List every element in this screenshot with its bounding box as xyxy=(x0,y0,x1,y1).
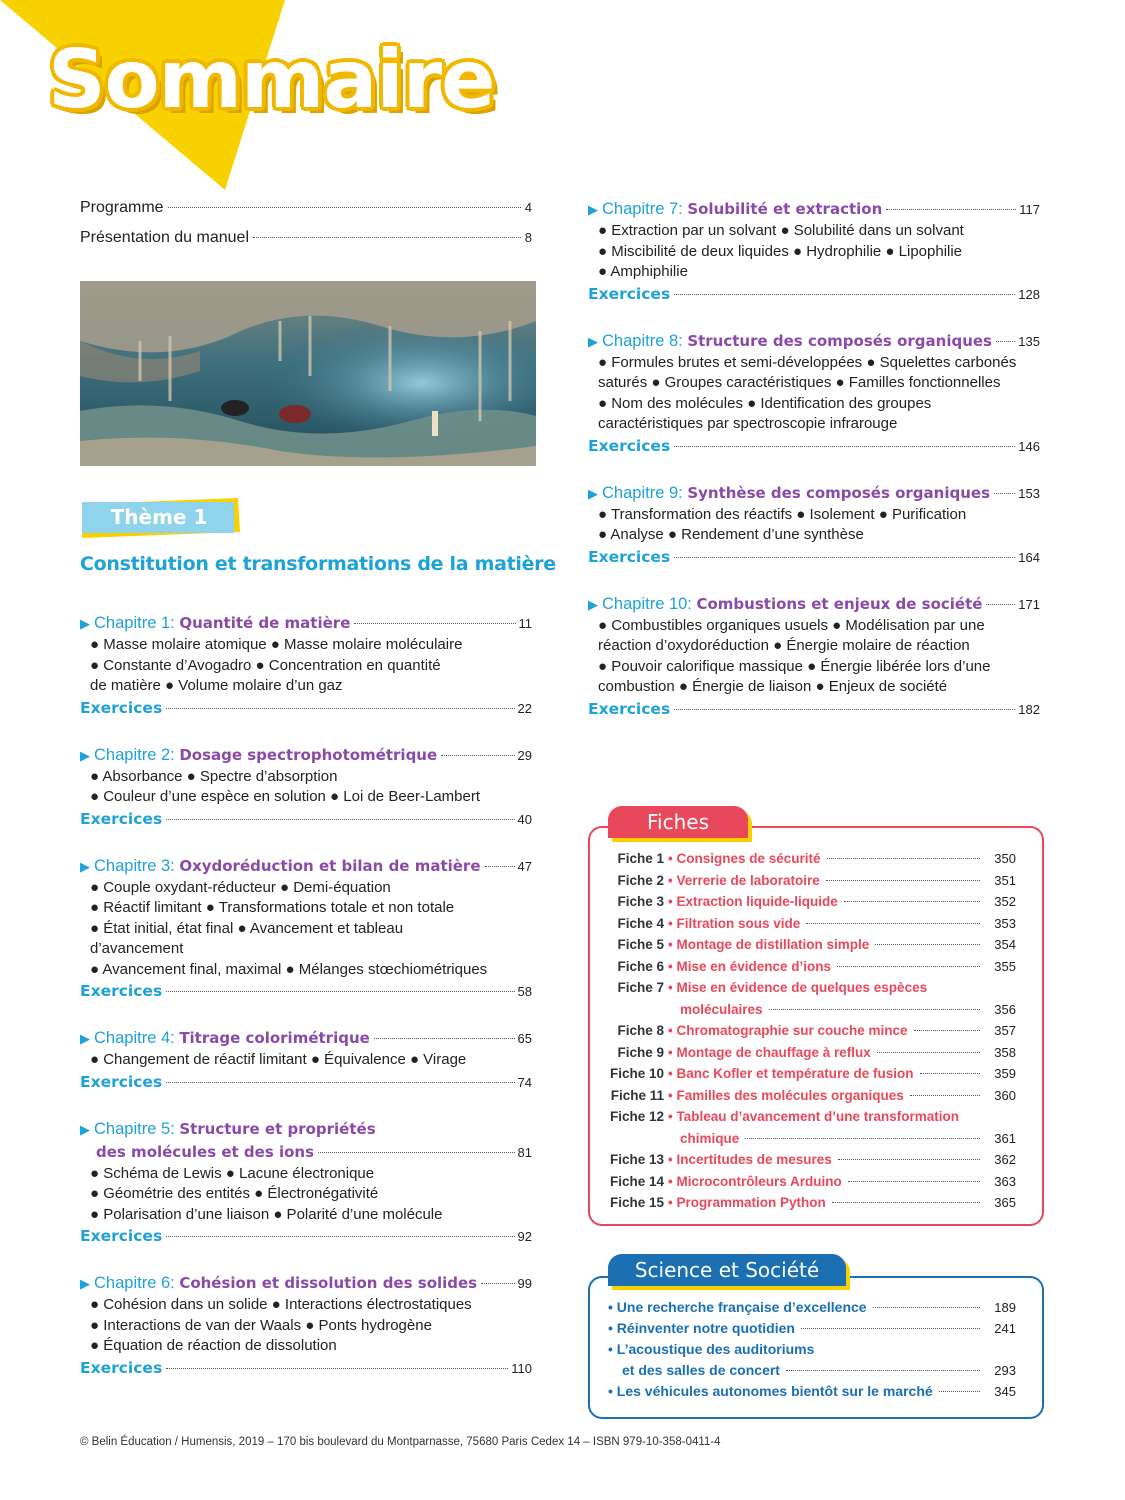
exercices-label: Exercices xyxy=(80,809,163,828)
chapter-keywords: ● Interactions de van der Waals ● Ponts hydrogène xyxy=(90,1316,432,1334)
exercices-entry[interactable] xyxy=(80,1071,532,1094)
fiche-number: Fiche 13 xyxy=(609,1152,664,1167)
science-societe-title: • Réinventer notre quotidien xyxy=(608,1320,795,1336)
exercices-entry[interactable] xyxy=(80,1225,532,1248)
chapter-page: 117 xyxy=(1019,202,1040,217)
exercices-label: Exercices xyxy=(80,698,163,717)
fiches-tab: Fiches xyxy=(608,806,748,838)
science-societe-title: • L’acoustique des auditoriums xyxy=(608,1341,815,1357)
fiche-title: • Verrerie de laboratoire xyxy=(668,872,820,888)
toc-left-column xyxy=(80,198,532,258)
chapter-title: Structure et propriétés xyxy=(179,1119,376,1138)
exercices-page: 146 xyxy=(1018,438,1040,454)
fiche-title: • Mise en évidence d’ions xyxy=(668,958,832,974)
triangle-arrow-icon: ▶ xyxy=(588,485,598,501)
exercices-page: 74 xyxy=(517,1074,532,1090)
fiche-page: 357 xyxy=(994,1023,1016,1038)
chapter-keywords: ● Changement de réactif limitant ● Équivalence ● Virage xyxy=(90,1051,467,1068)
triangle-arrow-icon: ▶ xyxy=(80,616,90,631)
exercices-entry[interactable] xyxy=(588,546,1040,569)
chapter-keywords: ● État initial, état final ● Avancement et tableau xyxy=(90,919,404,937)
chapter-heading xyxy=(588,198,1040,221)
science-societe-entry[interactable] xyxy=(608,1318,1016,1339)
chapter-title-cont: des molécules et des ions xyxy=(96,1142,315,1161)
chapter-title: Structure des composés organiques xyxy=(687,331,992,350)
page-title: Sommaire xyxy=(48,33,495,126)
chapter-keywords: réaction d’oxydoréduction ● Énergie molaire de réaction xyxy=(598,637,970,654)
exercices-page: 164 xyxy=(1018,549,1040,565)
chapter-page: 47 xyxy=(517,858,532,874)
chapter-title: Oxydoréduction et bilan de matière xyxy=(179,856,481,875)
fiche-title: • Chromatographie sur couche mince xyxy=(668,1023,908,1038)
theme-tab-label: Thème 1 xyxy=(110,505,208,529)
chapter-title: Combustions et enjeux de société xyxy=(696,594,983,613)
science-societe-title-cont: et des salles de concert xyxy=(622,1362,780,1378)
fiche-page: 355 xyxy=(994,958,1016,974)
chapter-keywords: ● Couleur d’une espèce en solution ● Loi de Beer-Lambert xyxy=(90,788,481,805)
toc-entry-presentation[interactable]: Présentation du manuel 8 xyxy=(80,229,532,246)
chapter-keywords: d’avancement xyxy=(90,940,184,957)
fiche-number: Fiche 8 xyxy=(617,1023,664,1038)
exercices-page: 182 xyxy=(1018,701,1040,717)
chapter-heading xyxy=(80,1272,532,1295)
fiche-entry[interactable] xyxy=(606,1042,1016,1064)
chapter-entry[interactable] xyxy=(80,1118,532,1249)
exercices-entry[interactable] xyxy=(80,1357,532,1380)
triangle-arrow-icon: ▶ xyxy=(80,858,90,874)
chapter-number: Chapitre 3: xyxy=(94,856,175,875)
chapter-number: Chapitre 8: xyxy=(602,331,683,350)
chapter-keywords: de matière ● Volume molaire d’un gaz xyxy=(90,677,343,694)
chapter-keywords: ● Polarisation d’une liaison ● Polarité d’une molécule xyxy=(90,1205,443,1223)
triangle-arrow-icon: ▶ xyxy=(80,1031,90,1046)
exercices-page: 22 xyxy=(517,700,532,716)
exercices-label: Exercices xyxy=(588,436,671,455)
fiches-list xyxy=(606,848,1016,1214)
chapter-entry[interactable] xyxy=(80,612,532,720)
chapter-entry[interactable] xyxy=(588,198,1040,306)
fiche-title: • Familles des molécules organiques xyxy=(668,1087,904,1103)
fiche-number: Fiche 10 xyxy=(609,1066,664,1081)
fiche-page: 363 xyxy=(994,1173,1016,1189)
chapter-keywords: ● Amphiphilie xyxy=(598,263,688,280)
fiche-title: • Incertitudes de mesures xyxy=(668,1152,832,1167)
fiche-number: Fiche 14 xyxy=(609,1173,664,1189)
fiche-title: • Microcontrôleurs Arduino xyxy=(668,1173,842,1189)
fiche-title: • Montage de chauffage à reflux xyxy=(668,1044,871,1060)
chapter-number: Chapitre 2: xyxy=(94,745,175,764)
exercices-page: 58 xyxy=(517,984,532,999)
chapter-keywords: ● Combustibles organiques usuels ● Modélisation par une xyxy=(598,616,985,634)
chapter-entry[interactable] xyxy=(588,593,1040,721)
chapter-keywords: ● Transformation des réactifs ● Isolement ● Purification xyxy=(598,505,967,523)
fiche-title: • Mise en évidence de quelques espèces xyxy=(668,980,928,995)
chapter-page: 65 xyxy=(517,1031,532,1046)
theme-subtitle: Constitution et transformations de la matière xyxy=(80,553,556,575)
science-societe-title: • Une recherche française d’excellence xyxy=(608,1299,867,1315)
chapter-entry[interactable] xyxy=(80,1027,532,1094)
exercices-page: 110 xyxy=(511,1360,532,1376)
chapter-heading xyxy=(80,1027,532,1050)
fiche-number: Fiche 3 xyxy=(617,894,664,909)
fiche-entry[interactable] xyxy=(606,1020,1016,1042)
exercices-entry[interactable] xyxy=(80,980,532,1003)
fiche-entry[interactable] xyxy=(606,934,1016,956)
fiche-title: • Programmation Python xyxy=(668,1195,826,1210)
exercices-page: 40 xyxy=(517,811,532,827)
fiche-title: • Consignes de sécurité xyxy=(668,851,821,866)
triangle-arrow-icon: ▶ xyxy=(588,333,598,349)
chapter-title: Titrage colorimétrique xyxy=(179,1029,370,1047)
triangle-arrow-icon: ▶ xyxy=(80,1121,90,1137)
fiche-page: 362 xyxy=(994,1152,1016,1167)
fiche-page: 354 xyxy=(994,937,1016,952)
chapter-page: 81 xyxy=(517,1144,532,1160)
chapter-number: Chapitre 9: xyxy=(602,483,683,502)
chapter-keywords: ● Analyse ● Rendement d’une synthèse xyxy=(598,526,864,543)
fiche-number: Fiche 7 xyxy=(617,980,664,995)
exercices-entry[interactable] xyxy=(588,435,1040,458)
exercices-page: 128 xyxy=(1018,286,1040,302)
science-societe-page: 241 xyxy=(994,1321,1016,1336)
chapter-keywords: ● Extraction par un solvant ● Solubilité dans un solvant xyxy=(598,222,964,239)
science-societe-entry[interactable] xyxy=(608,1297,1016,1318)
chapter-entry[interactable] xyxy=(80,1272,532,1380)
fiche-entry[interactable] xyxy=(606,848,1016,870)
fiche-title-cont: chimique xyxy=(680,1130,740,1146)
chapter-number: Chapitre 1: xyxy=(94,614,175,632)
chapter-number: Chapitre 5: xyxy=(94,1119,175,1138)
exercices-label: Exercices xyxy=(588,547,671,566)
fiche-page: 350 xyxy=(994,851,1016,866)
chapter-keywords: caractéristiques par spectroscopie infrarouge xyxy=(598,415,898,432)
exercices-label: Exercices xyxy=(80,1358,163,1377)
chapter-keywords: ● Constante d’Avogadro ● Concentration en quantité xyxy=(90,656,441,674)
chapter-keywords: ● Schéma de Lewis ● Lacune électronique xyxy=(90,1164,375,1182)
exercices-label: Exercices xyxy=(80,982,163,1000)
exercices-entry[interactable] xyxy=(588,698,1040,721)
chapter-keywords: ● Réactif limitant ● Transformations totale et non totale xyxy=(90,899,455,916)
fiche-number: Fiche 15 xyxy=(609,1195,664,1210)
chapter-entry[interactable] xyxy=(588,330,1040,458)
chapter-keywords: ● Absorbance ● Spectre d’absorption xyxy=(90,767,338,785)
fiche-title-cont: moléculaires xyxy=(680,1001,763,1017)
chapter-entry[interactable] xyxy=(80,855,532,1004)
fiche-number: Fiche 1 xyxy=(617,851,664,866)
fiche-title: • Filtration sous vide xyxy=(668,915,801,931)
fiche-entry[interactable] xyxy=(606,1171,1016,1193)
fiche-entry[interactable] xyxy=(606,1063,1016,1085)
fiche-page: 353 xyxy=(994,915,1016,931)
chapter-title: Solubilité et extraction xyxy=(687,200,883,218)
science-societe-page: 189 xyxy=(994,1300,1016,1315)
triangle-arrow-icon: ▶ xyxy=(588,596,598,612)
exercices-entry[interactable] xyxy=(80,697,532,720)
chapter-title: Cohésion et dissolution des solides xyxy=(179,1274,478,1292)
chapter-page: 153 xyxy=(1018,485,1040,501)
science-societe-entry-cont[interactable] xyxy=(608,1360,1016,1381)
copyright-footer: © Belin Éducation / Humensis, 2019 – 170 bis boulevard du Montparnasse, 75680 Paris Cedex 14 – ISBN 979-10-358-0411-4 xyxy=(80,1436,721,1448)
fiche-title: • Banc Kofler et température de fusion xyxy=(668,1066,914,1081)
chapters-right-list xyxy=(588,198,1040,745)
fiche-page: 351 xyxy=(994,872,1016,888)
fiche-page: 356 xyxy=(994,1001,1016,1017)
chapter-number: Chapitre 4: xyxy=(94,1029,175,1047)
fiche-number: Fiche 2 xyxy=(617,872,664,888)
chapter-heading xyxy=(80,744,532,767)
science-societe-tab: Science et Société xyxy=(608,1254,846,1286)
science-societe-page: 293 xyxy=(994,1363,1016,1378)
chapter-page: 171 xyxy=(1018,596,1040,612)
fiche-title: • Extraction liquide-liquide xyxy=(668,894,838,909)
chapter-entry[interactable] xyxy=(588,482,1040,569)
science-societe-list xyxy=(608,1297,1016,1402)
chapter-keywords: ● Formules brutes et semi-développées ● Squelettes carbonés xyxy=(598,353,1017,371)
chapter-title: Quantité de matière xyxy=(179,614,351,632)
fiche-page: 365 xyxy=(994,1195,1016,1210)
triangle-arrow-icon: ▶ xyxy=(80,747,90,763)
exercices-label: Exercices xyxy=(588,284,671,303)
science-societe-entry[interactable] xyxy=(608,1339,1016,1360)
fiche-entry[interactable] xyxy=(606,956,1016,978)
chapter-keywords: ● Géométrie des entités ● Électronégativité xyxy=(90,1185,379,1202)
chapter-number: Chapitre 6: xyxy=(94,1274,175,1292)
fiche-title: • Montage de distillation simple xyxy=(668,937,870,952)
chapter-heading-cont xyxy=(80,1141,532,1164)
chapter-keywords: ● Cohésion dans un solide ● Interactions électrostatiques xyxy=(90,1296,472,1313)
exercices-label: Exercices xyxy=(80,1072,163,1091)
chapter-heading xyxy=(588,330,1040,353)
fiche-entry[interactable] xyxy=(606,1149,1016,1171)
science-societe-page: 345 xyxy=(994,1384,1016,1399)
chapter-keywords: combustion ● Énergie de liaison ● Enjeux de société xyxy=(598,678,948,695)
chapter-heading xyxy=(80,612,532,635)
fiche-entry[interactable] xyxy=(606,870,1016,892)
chapter-keywords: ● Avancement final, maximal ● Mélanges stœchiométriques xyxy=(90,960,488,978)
fiche-entry[interactable] xyxy=(606,1085,1016,1107)
exercices-entry[interactable] xyxy=(80,808,532,831)
cave-diving-photo xyxy=(80,281,536,466)
chapter-heading xyxy=(588,593,1040,616)
chapter-keywords: ● Couple oxydant-réducteur ● Demi-équation xyxy=(90,878,391,896)
chapter-keywords: saturés ● Groupes caractéristiques ● Familles fonctionnelles xyxy=(598,374,1001,391)
science-societe-title: • Les véhicules autonomes bientôt sur le marché xyxy=(608,1383,933,1399)
exercices-page: 92 xyxy=(517,1229,532,1244)
fiche-page: 352 xyxy=(994,894,1016,909)
chapter-heading xyxy=(80,1118,532,1141)
chapter-page: 11 xyxy=(518,616,532,631)
fiche-page: 359 xyxy=(994,1066,1016,1081)
fiche-entry[interactable] xyxy=(606,977,1016,1020)
chapter-heading xyxy=(588,482,1040,505)
fiche-number: Fiche 4 xyxy=(617,915,664,931)
chapter-keywords: ● Équation de réaction de dissolution xyxy=(90,1337,337,1354)
fiche-number: Fiche 12 xyxy=(609,1109,664,1124)
chapter-page: 29 xyxy=(517,747,532,763)
chapter-keywords: ● Masse molaire atomique ● Masse molaire moléculaire xyxy=(90,636,463,653)
exercices-label: Exercices xyxy=(588,699,671,718)
chapter-page: 99 xyxy=(517,1276,532,1291)
fiche-entry[interactable] xyxy=(606,1106,1016,1149)
chapter-title: Synthèse des composés organiques xyxy=(687,483,991,502)
fiche-page: 361 xyxy=(994,1130,1016,1146)
fiche-number: Fiche 11 xyxy=(610,1087,664,1103)
fiche-page: 358 xyxy=(994,1044,1016,1060)
chapter-page: 135 xyxy=(1018,333,1040,349)
chapter-keywords: ● Miscibilité de deux liquides ● Hydrophilie ● Lipophilie xyxy=(598,242,963,260)
chapters-left-list xyxy=(80,612,532,1404)
exercices-label: Exercices xyxy=(80,1227,163,1245)
fiche-page: 360 xyxy=(994,1087,1016,1103)
exercices-entry[interactable] xyxy=(588,283,1040,306)
chapter-keywords: ● Pouvoir calorifique massique ● Énergie libérée lors d’une xyxy=(598,657,991,675)
chapter-keywords: ● Nom des molécules ● Identification des groupes xyxy=(598,394,932,412)
chapter-title: Dosage spectrophotométrique xyxy=(179,745,438,764)
science-societe-entry[interactable] xyxy=(608,1381,1016,1402)
chapter-entry[interactable] xyxy=(80,744,532,831)
chapter-number: Chapitre 10: xyxy=(602,594,692,613)
fiche-number: Fiche 6 xyxy=(617,958,664,974)
chapter-heading xyxy=(80,855,532,878)
fiche-title: • Tableau d’avancement d’une transformation xyxy=(668,1109,960,1124)
toc-entry-programme[interactable]: Programme 4 xyxy=(80,199,532,216)
fiche-entry[interactable] xyxy=(606,1192,1016,1214)
fiche-number: Fiche 5 xyxy=(617,937,664,952)
fiche-number: Fiche 9 xyxy=(617,1044,664,1060)
fiche-entry[interactable] xyxy=(606,891,1016,913)
chapter-number: Chapitre 7: xyxy=(602,200,683,218)
fiche-entry[interactable] xyxy=(606,913,1016,935)
triangle-arrow-icon: ▶ xyxy=(588,202,598,217)
triangle-arrow-icon: ▶ xyxy=(80,1276,90,1291)
